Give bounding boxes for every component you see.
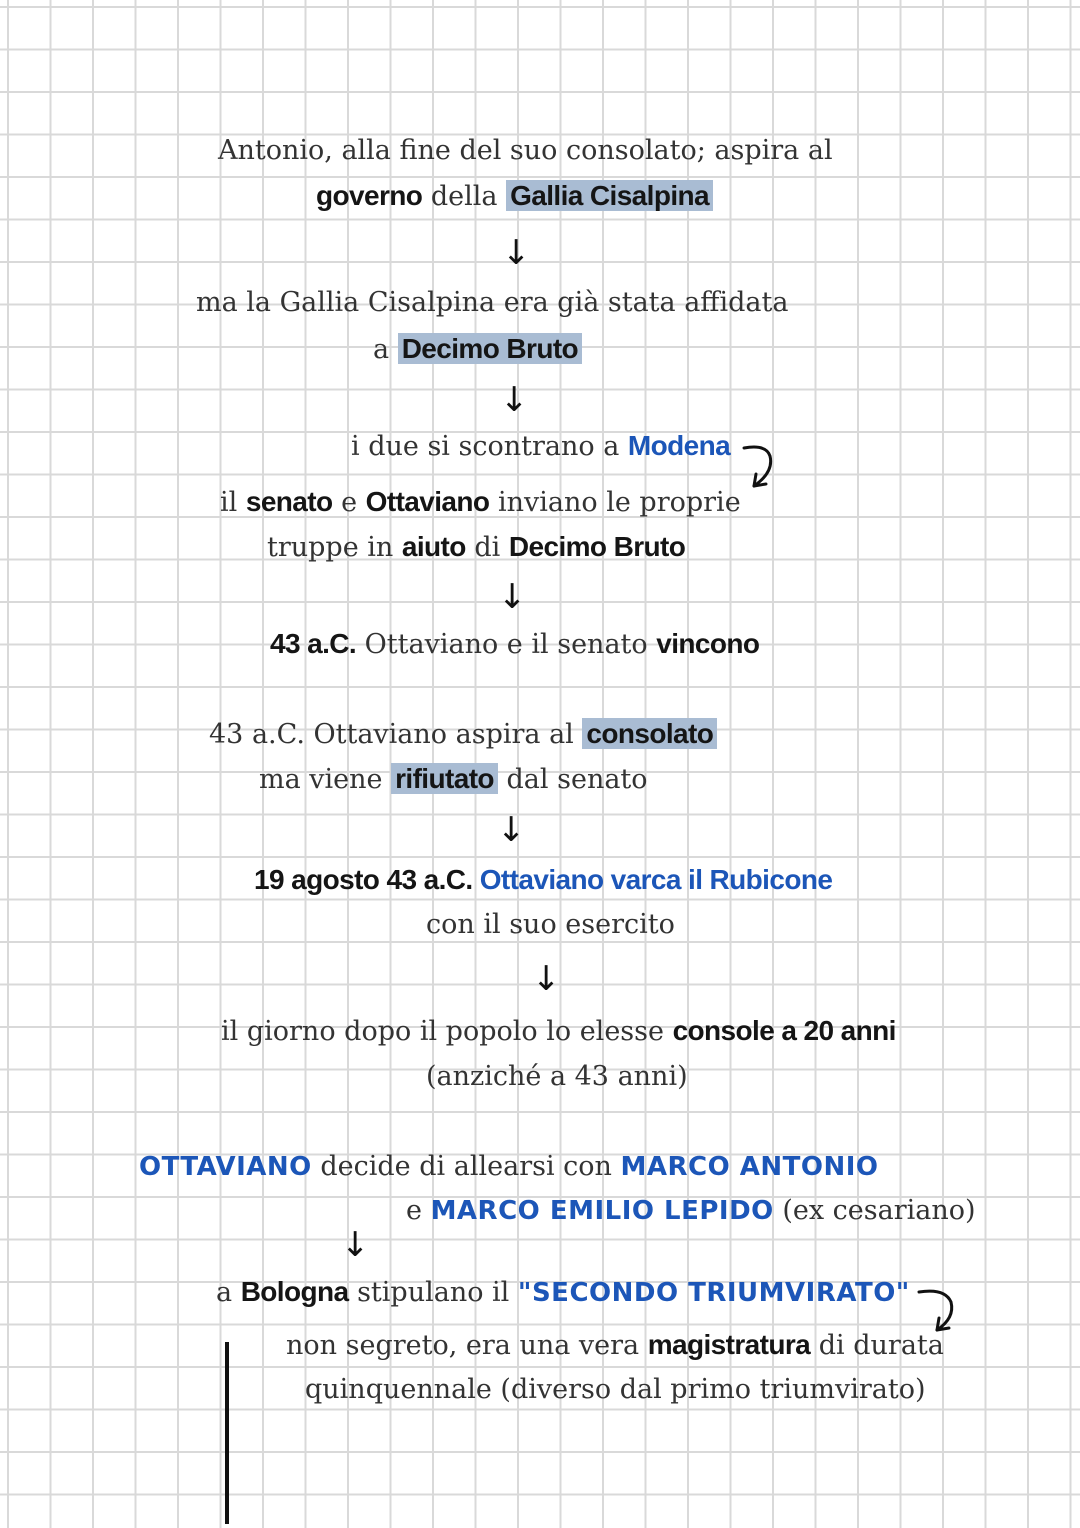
highlight-gallia-cisalpina: Gallia Cisalpina: [506, 180, 713, 211]
line-antonio: [218, 134, 833, 168]
keyword-bologna: Bologna: [240, 1276, 349, 1307]
keyword-aiuto: aiuto: [401, 531, 466, 562]
line-modena: [351, 429, 730, 464]
line-rifiutato: [259, 762, 648, 797]
text: i due si scontrano a: [351, 431, 628, 462]
line-truppe: [267, 530, 685, 565]
highlight-decimo-bruto: Decimo Bruto: [398, 333, 582, 364]
text: di durata: [810, 1330, 944, 1361]
text: a: [216, 1277, 241, 1308]
text: ma viene: [259, 764, 392, 795]
date-19-agosto: 19 agosto 43 a.C.: [254, 864, 473, 895]
line-lepido: [406, 1194, 976, 1228]
line-esercito: [426, 908, 675, 942]
down-arrow-icon: ↓: [498, 577, 527, 617]
line-senato-ottaviano: [220, 485, 741, 520]
line-quinquennale: [305, 1373, 926, 1407]
keyword-senato: senato: [245, 486, 333, 517]
text: inviano le proprie: [489, 487, 741, 518]
down-arrow-icon: ↓: [497, 810, 526, 850]
text: Antonio, alla fine del suo consolato; aspira al: [218, 135, 833, 166]
keyword-decimo-bruto: Decimo Bruto: [508, 531, 686, 562]
text: (anziché a 43 anni): [426, 1061, 688, 1092]
keyword-vincono: vincono: [656, 628, 760, 659]
text: 43 a.C. Ottaviano aspira al: [209, 719, 583, 750]
line-triumvirato: [216, 1275, 910, 1310]
text: ma la Gallia Cisalpina era già stata affidata: [196, 287, 789, 318]
text: con il suo esercito: [426, 909, 675, 940]
keyword-magistratura: magistratura: [647, 1329, 811, 1360]
keyword-governo: governo: [316, 180, 423, 211]
vertical-bar-divider: [225, 1342, 229, 1524]
text: Ottaviano e il senato: [356, 629, 657, 660]
text: di: [465, 532, 509, 563]
text: stipulano il: [348, 1277, 518, 1308]
date-43ac: 43 a.C.: [270, 628, 357, 659]
keyword-ottaviano: Ottaviano: [365, 486, 490, 517]
text: dal senato: [497, 764, 648, 795]
down-arrow-icon: ↓: [502, 233, 531, 273]
text: truppe in: [267, 532, 402, 563]
down-arrow-icon: ↓: [500, 380, 529, 420]
down-arrow-icon: ↓: [341, 1225, 370, 1265]
name-ottaviano: OTTAVIANO: [139, 1152, 312, 1182]
line-consolato: [209, 717, 717, 752]
line-alleanza: [139, 1150, 879, 1184]
line-magistratura: [286, 1328, 944, 1363]
highlight-rifiutato: rifiutato: [391, 763, 498, 794]
keyword-rubicone: Ottaviano varca il Rubicone: [472, 864, 833, 895]
highlight-consolato: consolato: [582, 718, 717, 749]
text: (ex cesariano): [773, 1195, 976, 1226]
name-marco-antonio: MARCO ANTONIO: [620, 1152, 879, 1182]
text: della: [422, 181, 507, 212]
line-rubicone: [254, 863, 832, 898]
line-gallia-affidata: [196, 286, 788, 320]
name-marco-emilio-lepido: MARCO EMILIO LEPIDO: [430, 1196, 774, 1226]
title-secondo-triumvirato: "SECONDO TRIUMVIRATO": [517, 1278, 910, 1308]
line-vincono: [270, 627, 759, 662]
text: quinquennale (diverso dal primo triumvirato): [305, 1374, 926, 1405]
keyword-modena: Modena: [627, 430, 731, 461]
text: decide di allearsi con: [311, 1151, 621, 1182]
line-decimo-bruto: [373, 332, 582, 367]
text: e: [406, 1195, 431, 1226]
line-governo: [316, 179, 713, 214]
line-anziche: [426, 1060, 688, 1094]
text: il giorno dopo il popolo lo elesse: [221, 1016, 673, 1047]
text: non segreto, era una vera: [286, 1330, 648, 1361]
keyword-console-20-anni: console a 20 anni: [672, 1015, 896, 1046]
down-arrow-icon: ↓: [532, 959, 561, 999]
text: il: [220, 487, 246, 518]
line-console: [221, 1014, 896, 1049]
curved-arrow-icon: [740, 440, 790, 502]
text: a: [373, 334, 398, 365]
text: e: [332, 487, 366, 518]
